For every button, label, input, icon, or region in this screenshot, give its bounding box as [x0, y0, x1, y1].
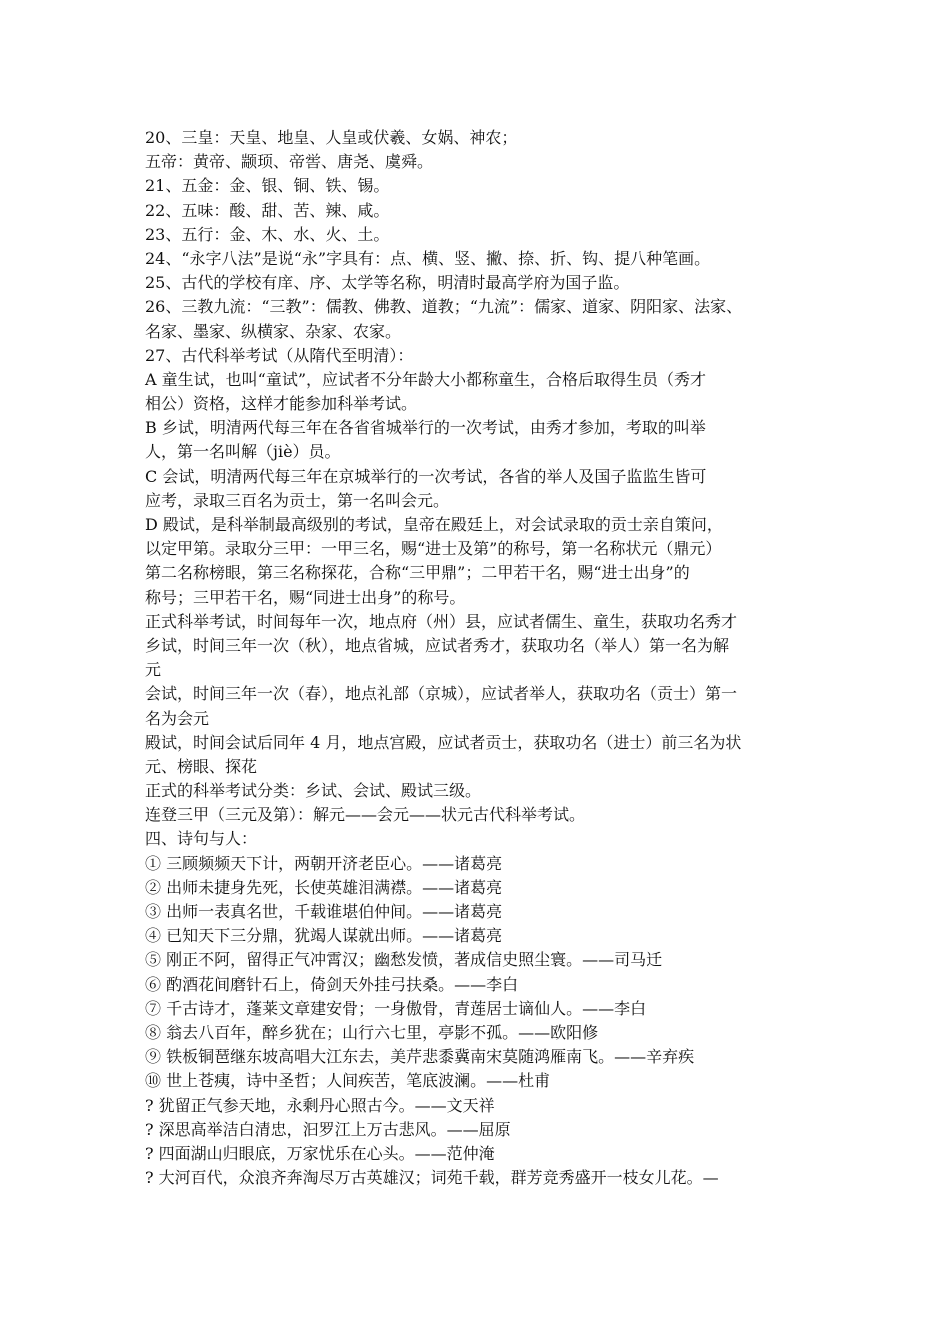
text-line: 连登三甲（三元及第）：解元——会元——状元古代科举考试。: [145, 805, 586, 825]
text-line: 21、五金：金、银、铜、铁、锡。: [145, 176, 390, 196]
text-line: 23、五行：金、木、水、火、土。: [145, 224, 390, 244]
text-line: 25、古代的学校有庠、序、太学等名称，明清时最高学府为国子监。: [145, 273, 630, 293]
poem-line: ① 三顾频频天下计，两朝开济老臣心。——诸葛亮: [145, 853, 503, 873]
text-line: 27、古代科举考试（从隋代至明清）：: [145, 345, 414, 365]
poem-line: ④ 已知天下三分鼎，犹竭人谋就出师。——诸葛亮: [145, 926, 503, 946]
text-line: 称号；三甲若干名，赐“同进士出身”的称号。: [145, 587, 466, 607]
text-line: 相公）资格，这样才能参加科举考试。: [145, 394, 418, 414]
text-line: 名家、墨家、纵横家、杂家、农家。: [145, 321, 402, 341]
text-line: 元、榜眼、探花: [145, 756, 258, 776]
text-line: D 殿试，是科举制最高级别的考试，皇帝在殿廷上，对会试录取的贡士亲自策问，: [145, 515, 723, 534]
text-line: 第二名称榜眼，第三名称探花，合称“三甲鼎”；二甲若干名，赐“进士出身”的: [145, 563, 690, 583]
poem-line: ⑩ 世上苍痍，诗中圣哲；人间疾苦，笔底波澜。——杜甫: [145, 1071, 551, 1091]
text-line: A 童生试，也叫“童试”，应试者不分年龄大小都称童生，合格后取得生员（秀才: [145, 369, 707, 389]
text-line: 会试，时间三年一次（春），地点礼部（京城），应试者举人，获取功名（贡士）第一: [145, 684, 738, 704]
text-line: 正式的科举考试分类：乡试、会试、殿试三级。: [145, 781, 482, 801]
text-line: 人，第一名叫解（jiè）员。: [145, 442, 341, 462]
text-line: 殿试，时间会试后同年 4 月，地点宫殿，应试者贡士，获取功名（进士）前三名为状: [145, 732, 742, 752]
document-body: [145, 126, 825, 1190]
poem-line: ⑥ 酌酒花间磨针石上，倚剑天外挂弓扶桑。——李白: [145, 974, 519, 994]
text-line: 乡试，时间三年一次（秋），地点省城，应试者秀才，获取功名（举人）第一名为解: [145, 635, 730, 655]
text-line: 26、三教九流：“三教”：儒教、佛教、道教；“九流”：儒家、道家、阴阳家、法家、: [145, 297, 743, 317]
text-line: 名为会元: [145, 708, 210, 728]
text-line: 22、五味：酸、甜、苦、辣、咸。: [145, 200, 390, 220]
text-line: C 会试，明清两代每三年在京城举行的一次考试，各省的举人及国子监监生皆可: [145, 466, 707, 486]
text-line: 24、“永字八法”是说“永”字具有：点、横、竖、撇、捺、折、钩、提八种笔画。: [145, 248, 711, 268]
poem-line: ⑤ 刚正不阿，留得正气冲霄汉；幽愁发愤，著成信史照尘寰。——司马迁: [145, 950, 663, 970]
poem-line: ⑧ 翁去八百年，醉乡犹在；山行六七里，亭影不孤。——欧阳修: [145, 1022, 599, 1042]
poem-line: ? 四面湖山归眼底，万家忧乐在心头。——范仲淹: [145, 1143, 495, 1163]
poem-line: ③ 出师一表真名世，千载谁堪伯仲间。——诸葛亮: [145, 902, 503, 921]
text-line: 正式科举考试，时间每年一次，地点府（州）县，应试者儒生、童生，获取功名秀才: [145, 611, 738, 631]
text-line: 应考，录取三百名为贡士，第一名叫会元。: [145, 490, 450, 510]
text-line: B 乡试，明清两代每三年在各省省城举行的一次考试，由秀才参加，考取的叫举: [145, 418, 706, 438]
poem-line: ⑦ 千古诗才，蓬莱文章建安骨；一身傲骨，青莲居士谪仙人。——李白: [145, 998, 647, 1018]
text-line: 五帝：黄帝、颛顼、帝喾、唐尧、虞舜。: [145, 152, 434, 172]
text-line: 以定甲第。录取分三甲：一甲三名，赐“进士及第”的称号，第一名称状元（鼎元）: [145, 539, 722, 559]
poem-line: ? 大河百代，众浪齐奔淘尽万古英雄汉；词苑千载，群芳竞秀盛开一枝女儿花。—: [145, 1168, 719, 1188]
poem-line: ? 犹留正气参天地，永剩丹心照古今。——文天祥: [145, 1095, 495, 1115]
poem-line: ? 深思高举洁白清忠，汩罗江上万古悲风。——屈原: [145, 1119, 511, 1139]
text-line: 元: [145, 660, 162, 680]
poem-line: ② 出师未捷身先死，长使英雄泪满襟。——诸葛亮: [145, 877, 503, 897]
poem-line: ⑨ 铁板铜琶继东坡高唱大江东去，美芹悲黍冀南宋莫随鸿雁南飞。——辛弃疾: [145, 1047, 695, 1067]
text-line: 20、三皇：天皇、地皇、人皇或伏羲、女娲、神农；: [145, 128, 518, 147]
section-heading: 四、诗句与人：: [145, 829, 258, 849]
